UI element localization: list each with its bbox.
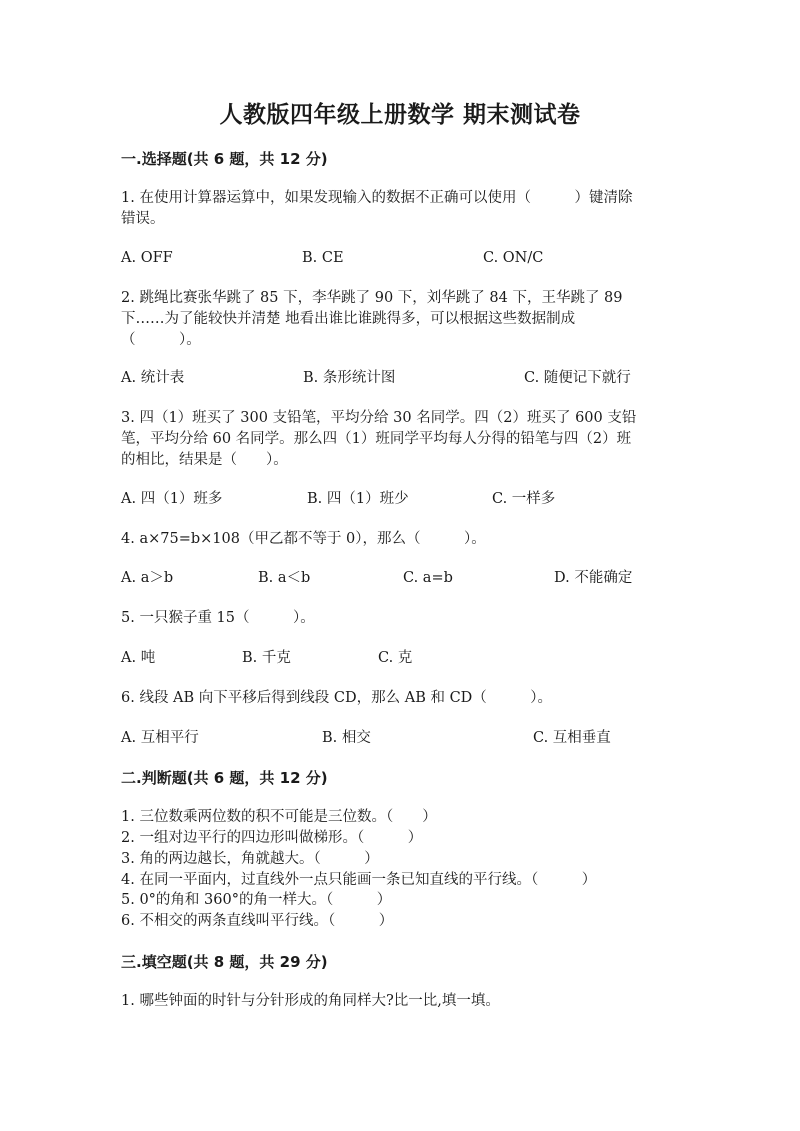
judge-item: 6. 不相交的两条直线叫平行线。（ ） xyxy=(121,913,394,929)
option-b: B. CE xyxy=(302,250,344,266)
option-c: C. 互相垂直 xyxy=(533,730,611,746)
question-text-line: 2. 跳绳比赛张华跳了 85 下，李华跳了 90 下，刘华跳了 84 下，王华跳了 89 xyxy=(121,290,623,306)
question-1 xyxy=(121,188,691,230)
question-text-line: （ ）。 xyxy=(121,332,201,348)
option-c: C. 一样多 xyxy=(492,491,556,507)
fill-question-1: 1. 哪些钟面的时针与分针形成的角同样大?比一比,填一填。 xyxy=(121,993,500,1009)
judge-item: 5. 0°的角和 360°的角一样大。（ ） xyxy=(121,892,392,908)
option-d: D. 不能确定 xyxy=(554,570,633,586)
question-text-line: 1. 在使用计算器运算中，如果发现输入的数据不正确可以使用（ ）键清除 xyxy=(121,190,633,206)
question-text-line: 6. 线段 AB 向下平移后得到线段 CD，那么 AB 和 CD（ ）。 xyxy=(121,690,553,706)
judge-item: 1. 三位数乘两位数的积不可能是三位数。（ ） xyxy=(121,809,437,825)
question-5 xyxy=(121,608,691,629)
option-c: C. 克 xyxy=(378,650,413,666)
question-text-line: 的相比，结果是（ ）。 xyxy=(121,452,288,468)
option-c: C. ON/C xyxy=(483,250,544,266)
question-text-line: 3. 四（1）班买了 300 支铅笔，平均分给 30 名同学。四（2）班买了 600 支铅 xyxy=(121,410,637,426)
option-a: A. OFF xyxy=(121,250,173,266)
option-b: B. 千克 xyxy=(242,650,291,666)
option-a: A. 统计表 xyxy=(121,370,185,386)
option-c: C. a=b xyxy=(403,570,453,586)
question-text-line: 错误。 xyxy=(121,211,165,227)
question-text-line: 笔，平均分给 60 名同学。那么四（1）班同学平均每人分得的铅笔与四（2）班 xyxy=(121,431,632,447)
page-title: 人教版四年级上册数学 期末测试卷 xyxy=(219,101,581,128)
option-a: A. 四（1）班多 xyxy=(121,491,223,507)
judge-item: 2. 一组对边平行的四边形叫做梯形。（ ） xyxy=(121,830,423,846)
question-4 xyxy=(121,529,691,550)
question-text-line: 5. 一只猴子重 15（ ）。 xyxy=(121,610,315,626)
section-heading-fill: 三.填空题(共 8 题，共 29 分) xyxy=(121,953,328,971)
option-b: B. 四（1）班少 xyxy=(307,491,409,507)
judge-item: 3. 角的两边越长，角就越大。（ ） xyxy=(121,851,379,867)
section-heading-choice: 一.选择题(共 6 题，共 12 分) xyxy=(121,150,328,168)
option-a: A. 吨 xyxy=(121,650,156,666)
option-a: A. 互相平行 xyxy=(121,730,199,746)
option-a: A. a＞b xyxy=(121,570,174,586)
option-b: B. 条形统计图 xyxy=(303,370,396,386)
question-text-line: 下……为了能较快并清楚 地看出谁比谁跳得多，可以根据这些数据制成 xyxy=(121,311,576,327)
option-c: C. 随便记下就行 xyxy=(524,370,631,386)
option-b: B. 相交 xyxy=(322,730,371,746)
question-2 xyxy=(121,288,691,351)
section-heading-judge: 二.判断题(共 6 题，共 12 分) xyxy=(121,769,328,787)
question-3 xyxy=(121,408,691,471)
option-b: B. a＜b xyxy=(258,570,311,586)
question-text-line: 4. a×75=b×108（甲乙都不等于 0），那么（ ）。 xyxy=(121,531,486,547)
judge-item: 4. 在同一平面内，过直线外一点只能画一条已知直线的平行线。（ ） xyxy=(121,872,597,888)
question-6 xyxy=(121,688,691,709)
